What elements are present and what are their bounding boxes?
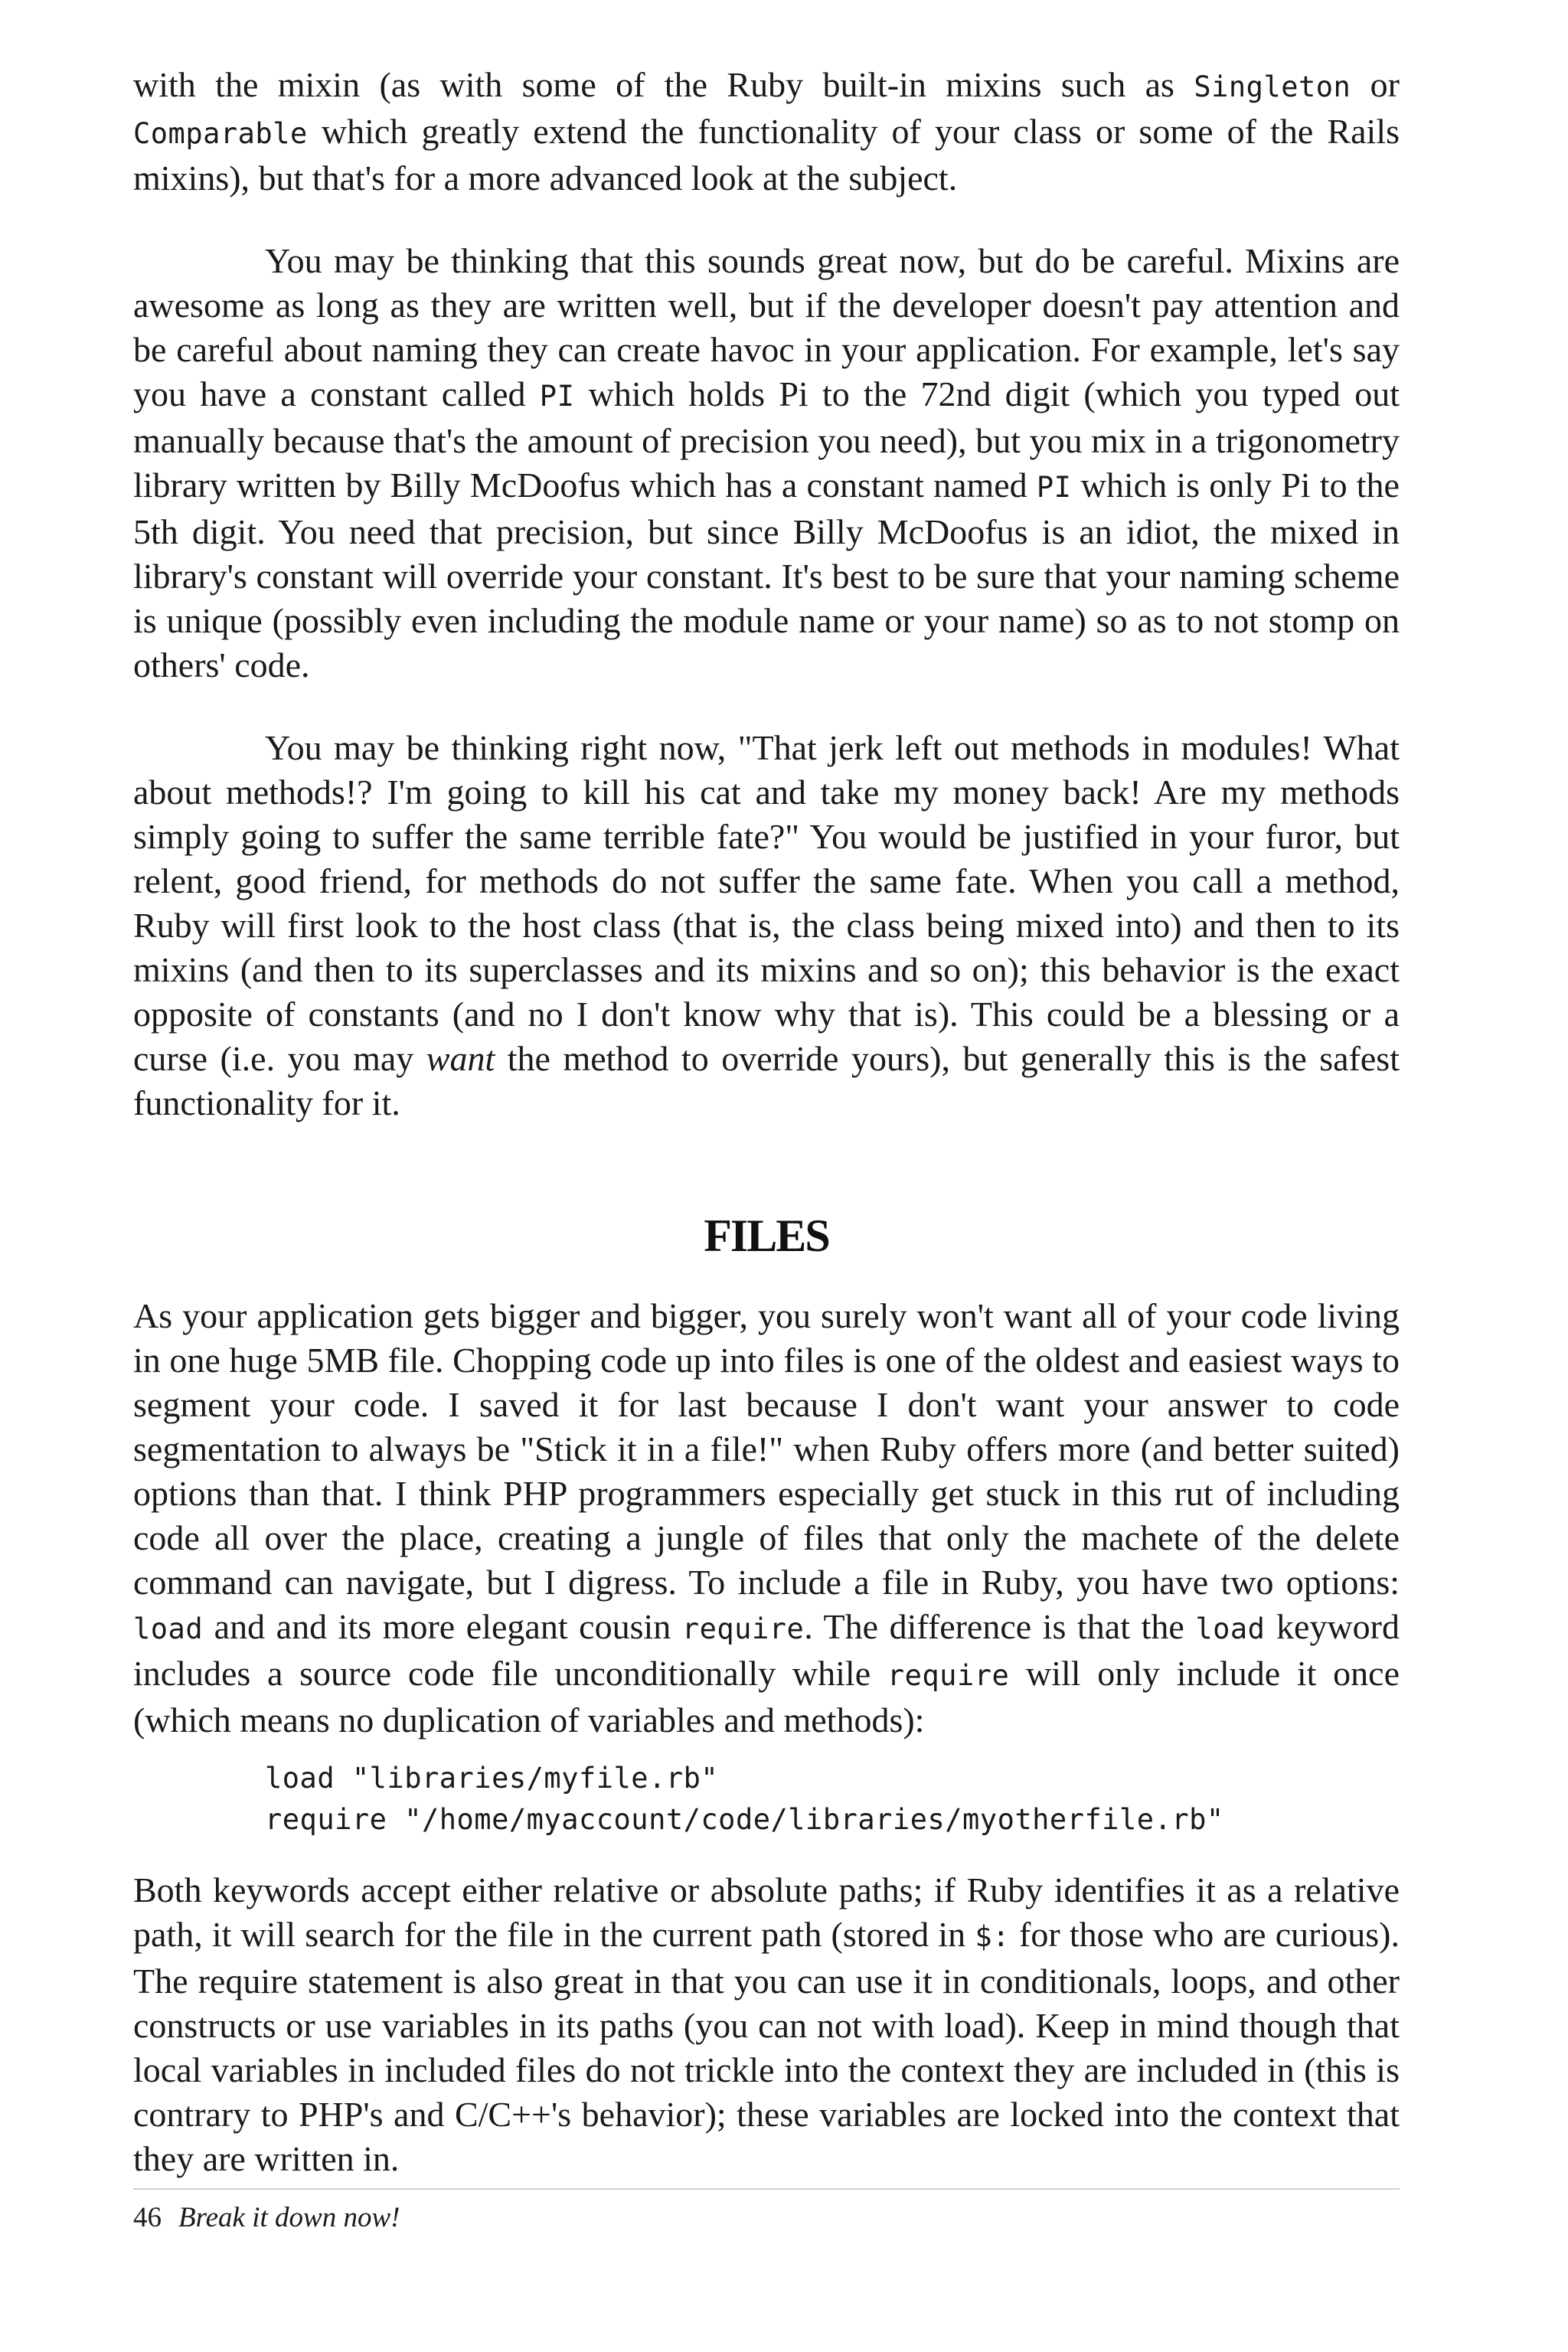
page-footer [133,2200,400,2236]
inline-code-load-path: $: [975,1920,1010,1953]
paragraph-paths-explanation [133,1868,1400,2181]
running-title: Break it down now! [178,2202,400,2233]
emphasis-want: want [426,1039,495,1078]
section-heading-files: FILES [704,1210,829,1261]
inline-code-singleton: Singleton [1194,70,1351,103]
inline-code-require: require [887,1659,1010,1692]
inline-code-require: require [681,1612,805,1645]
page-number: 46 [133,2202,162,2233]
footer-divider [133,2188,1400,2190]
text-run: the method to override yours), but generally this is the safest functionality for it. [133,1039,1400,1122]
paragraph-mixin-naming-caution [133,239,1400,688]
inline-code-load: load [1195,1612,1266,1645]
code-line-load: load "libraries/myfile.rb" [265,1762,719,1795]
inline-code-pi: PI [539,380,575,413]
page-body [133,63,1400,2181]
text-run: for those who are curious). The require statement is also great in that you can use it in conditionals, loops, and other constructs or use variables in its paths (you can not with load). Keep in mind though that local variables in included files do not trickle into the context they are included in (this is contrary to PHP's and C/C++'s behavior); these variables are locked into the context that they are written in. [133,1915,1400,2178]
code-line-require: require "/home/myaccount/code/libraries/myotherfile.rb" [265,1803,1224,1836]
inline-code-load: load [133,1612,204,1645]
inline-code-pi: PI [1036,471,1072,504]
text-run: Both keywords accept either relative or absolute paths; if Ruby identifies it as a relative path, it will search for the file in the current path (stored in [133,1870,1400,1954]
text-run: You may be thinking that this sounds great now, but do be careful. Mixins are awesome as long as they are written well, but if the developer doesn't pay attention and be careful about naming they can create havoc in your application. For example, let's say you have a constant called [133,241,1400,413]
text-run: and and its more elegant cousin [203,1607,682,1646]
paragraph-files-intro [133,1294,1400,1743]
text-run: You may be thinking right now, "That jerk left out methods in modules! What about methods!? I'm going to kill his cat and take my money back! Are my methods simply going to suffer the same terrible fate?" You would be justified in your furor, but relent, good friend, for methods do not suffer the same fate. When you call a method, Ruby will first look to the host class (that is, the class being mixed into) and then to its mixins (and then to its superclasses and its mixins and so on); this behavior is the exact opposite of constants (and no I don't know why that is). This could be a blessing or a curse (i.e. you may [133,728,1400,1078]
paragraph-mixin-continuation [133,63,1400,201]
code-example-block [265,1758,1400,1841]
text-run: or [1351,65,1400,104]
text-run: will only include it once (which means no duplication of variables and methods): [133,1654,1400,1740]
text-run: . The difference is that the [804,1607,1196,1646]
text-run: which greatly extend the functionality of your class or some of the Rails mixins), but that's for a more advanced look at the subject. [133,112,1400,198]
text-run: which holds Pi to the 72nd digit (which you typed out manually because that's the amount of precision you need), but you mix in a trigonometry library written by Billy McDoofus which has a constant named [133,374,1400,505]
text-run: keyword includes a source code file unconditionally while [133,1607,1400,1693]
paragraph-methods-in-modules [133,726,1400,1125]
inline-code-comparable: Comparable [133,117,308,150]
text-run: which is only Pi to the 5th digit. You need that precision, but since Billy McDoofus is an idiot, the mixed in library's constant will override your constant. It's best to be sure that your naming scheme is unique (possibly even including the module name or your name) so as to not stomp on others' code. [133,466,1400,684]
text-run: with the mixin (as with some of the Ruby built-in mixins such as [133,65,1194,104]
text-run: As your application gets bigger and bigger, you surely won't want all of your code living in one huge 5MB file. Chopping code up into files is one of the oldest and easiest ways to segment your code. I saved it for last because I don't want your answer to code segmentation to always be "Stick it in a file!" when Ruby offers more (and better suited) options than that. I think PHP programmers especially get stuck in this rut of including code all over the place, creating a jungle of files that only the machete of the delete command can navigate, but I digress. To include a file in Ruby, you have two options: [133,1296,1400,1602]
